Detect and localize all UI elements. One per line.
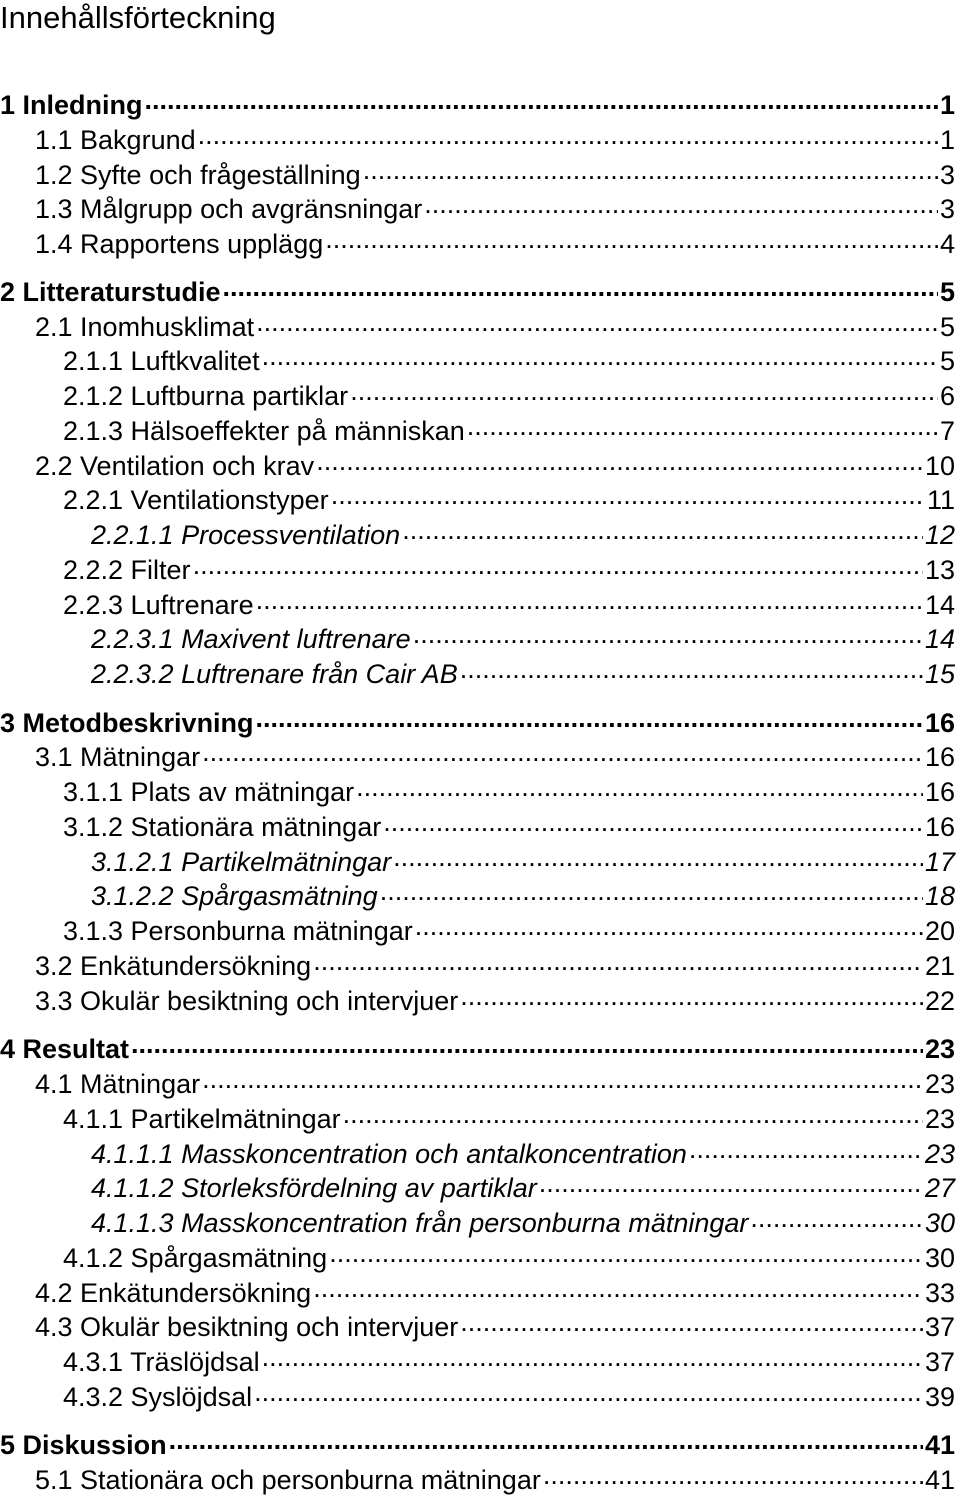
toc-dot-leader — [460, 983, 923, 1010]
toc-entry-label: 4.1.1.1 Masskoncentration och antalkoncentration — [91, 1139, 687, 1169]
toc-entry-label: 2.2.1.1 Processventilation — [91, 520, 401, 550]
toc-page-number: 1 — [939, 125, 955, 155]
toc-entry[interactable] — [35, 1462, 955, 1494]
toc-dot-leader — [145, 87, 938, 114]
toc-page-number: 41 — [924, 1465, 955, 1495]
page-title: Innehållsförteckning — [0, 0, 276, 35]
toc-entry[interactable] — [91, 621, 955, 653]
toc-entry-label: 3.1.1 Plats av mätningar — [63, 777, 355, 807]
toc-page-number: 20 — [924, 916, 955, 946]
toc-entry-label: 1.3 Målgrupp och avgränsningar — [35, 194, 423, 224]
toc-dot-leader — [363, 157, 938, 184]
toc-entry-label: 2.1.3 Hälsoeffekter på människan — [63, 416, 465, 446]
toc-dot-leader — [202, 1066, 923, 1093]
toc-page-number: 10 — [924, 451, 955, 481]
toc-dot-leader — [262, 1344, 923, 1371]
toc-page-number: 18 — [924, 881, 955, 911]
toc-page-number: 30 — [924, 1208, 955, 1238]
toc-entry[interactable] — [35, 983, 955, 1015]
toc-dot-leader — [198, 122, 938, 149]
toc-entry-label: 3.1.3 Personburna mätningar — [63, 916, 413, 946]
toc-dot-leader — [325, 226, 938, 253]
toc-entry[interactable] — [35, 1275, 955, 1307]
toc-entry[interactable] — [91, 517, 955, 549]
toc-dot-leader — [256, 705, 923, 732]
toc-entry-label: 5 Diskussion — [0, 1430, 167, 1460]
toc-dot-leader — [402, 517, 923, 544]
toc-entry-label: 1.1 Bakgrund — [35, 125, 196, 155]
toc-page-number: 33 — [924, 1278, 955, 1308]
toc-entry[interactable] — [35, 739, 955, 771]
toc-entry-label: 4.3.1 Träslöjdsal — [63, 1347, 260, 1377]
toc-page-number: 15 — [924, 659, 955, 689]
toc-entry[interactable] — [35, 948, 955, 980]
toc-page-number: 21 — [924, 951, 955, 981]
toc-dot-leader — [254, 1379, 923, 1406]
toc-entry-label: 2.2.3 Luftrenare — [63, 590, 254, 620]
toc-dot-leader — [256, 309, 938, 336]
toc-page-number: 5 — [939, 277, 955, 307]
toc-entry[interactable] — [0, 274, 955, 306]
toc-entry[interactable] — [35, 191, 955, 223]
toc-dot-leader — [329, 1240, 923, 1267]
toc-page-number: 23 — [924, 1069, 955, 1099]
toc-page-number: 3 — [939, 160, 955, 190]
toc-entry-label: 2.2.1 Ventilationstyper — [63, 485, 329, 515]
toc-page-number: 39 — [924, 1382, 955, 1412]
toc-dot-leader — [539, 1170, 923, 1197]
toc-entry[interactable] — [35, 122, 955, 154]
toc-page-number: 7 — [939, 416, 955, 446]
toc-entry[interactable] — [63, 913, 955, 945]
toc-entry-label: 2.1 Inomhusklimat — [35, 312, 255, 342]
toc-entry[interactable] — [35, 1066, 955, 1098]
toc-dot-leader — [467, 413, 938, 440]
toc-page-number: 6 — [939, 381, 955, 411]
toc-dot-leader — [331, 482, 925, 509]
toc-page-number: 5 — [939, 312, 955, 342]
toc-entry-label: 3.1.2 Stationära mätningar — [63, 812, 382, 842]
toc-entry-label: 4.1.1.2 Storleksfördelning av partiklar — [91, 1173, 537, 1203]
toc-entry-label: 4.1 Mätningar — [35, 1069, 201, 1099]
toc-dot-leader — [356, 774, 923, 801]
toc-page-number: 22 — [924, 986, 955, 1016]
toc-entry-label: 1.2 Syfte och frågeställning — [35, 160, 361, 190]
toc-entry[interactable] — [35, 226, 955, 258]
toc-dot-leader — [316, 448, 923, 475]
toc-page-number: 23 — [924, 1104, 955, 1134]
toc-dot-leader — [460, 656, 923, 683]
toc-dot-leader — [424, 191, 938, 218]
toc-entry-label: 4.1.2 Spårgasmätning — [63, 1243, 328, 1273]
toc-entry[interactable] — [91, 844, 955, 876]
toc-entry-label: 3.1 Mätningar — [35, 742, 201, 772]
toc-dot-leader — [313, 1275, 923, 1302]
toc-entry[interactable] — [63, 413, 955, 445]
toc-entry-label: 3 Metodbeskrivning — [0, 708, 254, 738]
toc-entry[interactable] — [91, 1136, 955, 1168]
toc-dot-leader — [383, 809, 923, 836]
toc-page-number: 3 — [939, 194, 955, 224]
toc-dot-leader — [223, 274, 938, 301]
toc-entry[interactable] — [0, 87, 955, 119]
toc-entry[interactable] — [63, 1344, 955, 1376]
toc-page-number: 23 — [924, 1139, 955, 1169]
toc-entry-label: 4.2 Enkätundersökning — [35, 1278, 312, 1308]
toc-page-number: 27 — [924, 1173, 955, 1203]
toc-entry-label: 2.2 Ventilation och krav — [35, 451, 315, 481]
toc-dot-leader — [313, 948, 923, 975]
toc-page-number: 14 — [924, 590, 955, 620]
toc-entry[interactable] — [63, 1101, 955, 1133]
toc-page-number: 4 — [939, 229, 955, 259]
toc-page-number: 12 — [924, 520, 955, 550]
toc-page-number: 1 — [939, 90, 955, 120]
toc-page-number: 11 — [926, 485, 955, 515]
toc-entry[interactable] — [63, 552, 955, 584]
toc-dot-leader — [343, 1101, 923, 1128]
toc-dot-leader — [131, 1031, 923, 1058]
toc-entry[interactable] — [0, 1031, 955, 1063]
toc-entry-label: 2 Litteraturstudie — [0, 277, 221, 307]
toc-entry-label: 2.2.3.2 Luftrenare från Cair AB — [91, 659, 458, 689]
toc-entry-label: 1 Inledning — [0, 90, 143, 120]
toc-page-number: 37 — [924, 1347, 955, 1377]
toc-entry-label: 2.2.3.1 Maxivent luftrenare — [91, 624, 411, 654]
toc-entry-label: 2.1.2 Luftburna partiklar — [63, 381, 349, 411]
toc-entry-label: 1.4 Rapportens upplägg — [35, 229, 324, 259]
toc-dot-leader — [202, 739, 923, 766]
toc-entry[interactable] — [35, 1309, 955, 1341]
toc-dot-leader — [689, 1136, 923, 1163]
toc-page-number: 30 — [924, 1243, 955, 1273]
toc-dot-leader — [415, 913, 923, 940]
toc-dot-leader — [350, 378, 938, 405]
toc-entry[interactable] — [63, 587, 955, 619]
toc-page-number: 23 — [924, 1034, 955, 1064]
toc-entry-label: 3.2 Enkätundersökning — [35, 951, 312, 981]
toc-page-number: 41 — [924, 1430, 955, 1460]
toc-dot-leader — [256, 587, 923, 614]
toc-entry[interactable] — [63, 482, 955, 514]
toc-entry-label: 5.1 Stationära och personburna mätningar — [35, 1465, 541, 1495]
toc-entry-label: 4.3 Okulär besiktning och intervjuer — [35, 1312, 459, 1342]
toc-page-number: 16 — [924, 742, 955, 772]
toc-entry-label: 2.1.1 Luftkvalitet — [63, 346, 260, 376]
toc-page-number: 17 — [924, 847, 955, 877]
toc-entry-label: 3.1.2.1 Partikelmätningar — [91, 847, 392, 877]
toc-page-number: 16 — [924, 812, 955, 842]
toc-entry-label: 3.1.2.2 Spårgasmätning — [91, 881, 378, 911]
toc-page-number: 13 — [924, 555, 955, 585]
toc-entry[interactable] — [63, 809, 955, 841]
toc-entry[interactable] — [0, 1427, 955, 1459]
toc-dot-leader — [262, 343, 938, 370]
toc-entry[interactable] — [91, 1170, 955, 1202]
toc-page-number: 16 — [924, 708, 955, 738]
toc-page-number: 5 — [939, 346, 955, 376]
toc-entry-label: 3.3 Okulär besiktning och intervjuer — [35, 986, 459, 1016]
toc-dot-leader — [543, 1462, 923, 1489]
toc-entry[interactable] — [63, 774, 955, 806]
toc-entry[interactable] — [63, 378, 955, 410]
toc-entry[interactable] — [63, 1240, 955, 1272]
toc-dot-leader — [460, 1309, 923, 1336]
toc-page-number: 37 — [924, 1312, 955, 1342]
toc-dot-leader — [393, 844, 923, 871]
toc-dot-leader — [413, 621, 923, 648]
toc-entry[interactable] — [0, 705, 955, 737]
toc-dot-leader — [169, 1427, 923, 1454]
toc-entry[interactable] — [35, 448, 955, 480]
toc-page-number: 14 — [924, 624, 955, 654]
toc-entry-label: 2.2.2 Filter — [63, 555, 191, 585]
toc-entry[interactable] — [35, 157, 955, 189]
toc-entry[interactable] — [35, 309, 955, 341]
toc-entry-label: 4.3.2 Syslöjdsal — [63, 1382, 253, 1412]
toc-entry[interactable] — [91, 878, 955, 910]
toc-entry[interactable] — [91, 656, 955, 688]
toc-entry[interactable] — [63, 1379, 955, 1411]
toc-dot-leader — [750, 1205, 923, 1232]
toc-entry-label: 4 Resultat — [0, 1034, 130, 1064]
toc-dot-leader — [380, 878, 923, 905]
toc-entry[interactable] — [91, 1205, 955, 1237]
toc-entry-label: 4.1.1.3 Masskoncentration från personburna mätningar — [91, 1208, 749, 1238]
toc-page-number: 16 — [924, 777, 955, 807]
toc-entry-label: 4.1.1 Partikelmätningar — [63, 1104, 341, 1134]
toc-entry[interactable] — [63, 343, 955, 375]
toc-dot-leader — [193, 552, 923, 579]
